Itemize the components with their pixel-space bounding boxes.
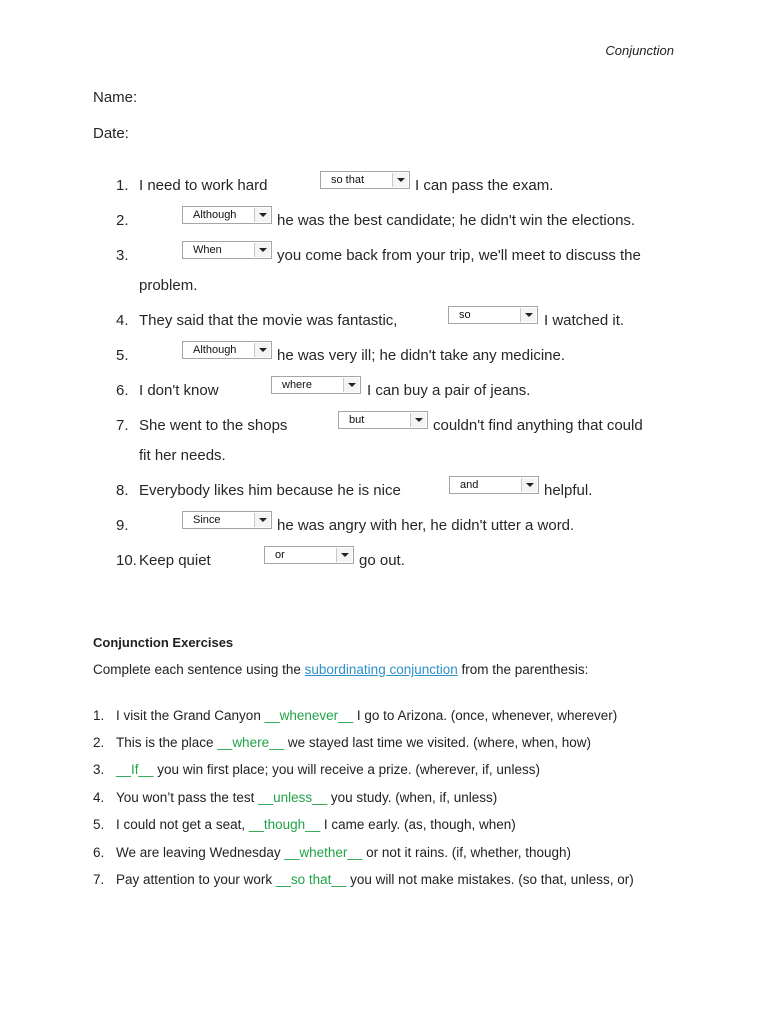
instructions-text-end: from the parenthesis:: [457, 662, 589, 677]
page-header-title: Conjunction: [605, 43, 674, 58]
conjunction-dropdown[interactable]: [264, 546, 354, 564]
item-number: 2.: [116, 212, 129, 229]
sentence-end: I can pass the exam.: [415, 177, 554, 194]
instructions-text-start: Complete each sentence using the: [93, 662, 305, 677]
name-label: Name:: [93, 89, 138, 106]
item-number: 6.: [116, 382, 129, 399]
sentence-end: I can buy a pair of jeans.: [367, 382, 531, 399]
dropdown-value: When: [193, 244, 222, 256]
conjunction-dropdown[interactable]: [271, 376, 361, 394]
item-number: 4.: [93, 790, 105, 805]
dropdown-value: and: [460, 479, 479, 491]
dropdown-value: Although: [193, 344, 237, 356]
item-number: 1.: [116, 177, 129, 194]
conjunction-dropdown[interactable]: [182, 511, 272, 529]
item-number: 8.: [116, 482, 129, 499]
sentence-end: you win first place; you will receive a prize. (wherever, if, unless): [153, 762, 540, 777]
sentence-end: I came early. (as, though, when): [320, 817, 516, 832]
conjunction-dropdown[interactable]: [182, 206, 272, 224]
chevron-down-icon[interactable]: [254, 343, 270, 357]
conjunction-dropdown[interactable]: [448, 306, 538, 324]
sentence-start: I don't know: [139, 382, 219, 399]
section-title: Conjunction Exercises: [93, 635, 234, 650]
sentence-start: Pay attention to your work: [116, 872, 276, 887]
sentence-end: he was angry with her, he didn't utter a word.: [277, 517, 575, 534]
chevron-down-icon[interactable]: [343, 378, 359, 392]
answer-text: __though__: [248, 817, 321, 832]
sentence-end: or not it rains. (if, whether, though): [362, 845, 572, 860]
sentence-start: Keep quiet: [139, 552, 211, 569]
chevron-down-icon[interactable]: [521, 478, 537, 492]
sentence-start: I could not get a seat,: [116, 817, 249, 832]
item-number: 3.: [116, 247, 129, 264]
date-label: Date:: [93, 125, 129, 142]
sentence-end: couldn't find anything that could: [433, 417, 643, 434]
item-number: 5.: [93, 817, 105, 832]
answer-text: __whether__: [284, 845, 363, 860]
dropdown-value: so: [459, 309, 471, 321]
sentence-start: Everybody likes him because he is nice: [139, 482, 401, 499]
conjunction-dropdown[interactable]: [182, 341, 272, 359]
sentence-start: You won’t pass the test: [116, 790, 259, 805]
dropdown-value: but: [349, 414, 365, 426]
dropdown-value: Although: [193, 209, 237, 221]
dropdown-value: where: [282, 379, 312, 391]
list-item: [93, 762, 540, 777]
list-item: [93, 845, 571, 860]
item-number: 6.: [93, 845, 105, 860]
item-number: 7.: [93, 872, 105, 887]
list-item: [93, 790, 497, 805]
item-number: 10.: [116, 552, 137, 569]
sentence-start: She went to the shops: [139, 417, 288, 434]
sentence-end: you study. (when, if, unless): [327, 790, 498, 805]
item-number: 1.: [93, 708, 105, 723]
sentence-continuation: fit her needs.: [139, 447, 226, 464]
sentence-continuation: problem.: [139, 277, 198, 294]
dropdown-value: so that: [331, 174, 365, 186]
conjunction-dropdown[interactable]: [182, 241, 272, 259]
item-number: 3.: [93, 762, 105, 777]
dropdown-value: or: [275, 549, 285, 561]
chevron-down-icon[interactable]: [392, 173, 408, 187]
list-item: [93, 708, 617, 723]
chevron-down-icon[interactable]: [254, 513, 270, 527]
item-number: 4.: [116, 312, 129, 329]
dropdown-value: Since: [193, 514, 221, 526]
sentence-start: We are leaving Wednesday: [116, 845, 285, 860]
conjunction-dropdown[interactable]: [320, 171, 410, 189]
subordinating-conjunction-link[interactable]: subordinating conjunction: [304, 662, 458, 677]
item-number: 9.: [116, 517, 129, 534]
sentence-start: This is the place: [116, 735, 218, 750]
sentence-end: you come back from your trip, we'll meet to discuss the: [277, 247, 641, 264]
chevron-down-icon[interactable]: [336, 548, 352, 562]
sentence-end: go out.: [359, 552, 405, 569]
sentence-end: helpful.: [544, 482, 593, 499]
sentence-end: he was very ill; he didn't take any medicine.: [277, 347, 566, 364]
conjunction-dropdown[interactable]: [338, 411, 428, 429]
sentence-start: They said that the movie was fantastic,: [139, 312, 398, 329]
conjunction-dropdown[interactable]: [449, 476, 539, 494]
list-item: [93, 872, 634, 887]
sentence-end: I go to Arizona. (once, whenever, wherever): [353, 708, 618, 723]
chevron-down-icon[interactable]: [520, 308, 536, 322]
chevron-down-icon[interactable]: [254, 243, 270, 257]
answer-text: __unless__: [258, 790, 328, 805]
list-item: [93, 735, 591, 750]
item-number: 5.: [116, 347, 129, 364]
answer-text: __If__: [116, 762, 154, 777]
answer-text: __whenever__: [264, 708, 354, 723]
answer-text: __so that__: [275, 872, 347, 887]
item-number: 2.: [93, 735, 105, 750]
sentence-end: he was the best candidate; he didn't win the elections.: [277, 212, 636, 229]
chevron-down-icon[interactable]: [254, 208, 270, 222]
answer-text: __where__: [217, 735, 285, 750]
list-item: [93, 817, 516, 832]
sentence-end: I watched it.: [544, 312, 625, 329]
sentence-end: you will not make mistakes. (so that, unless, or): [346, 872, 634, 887]
chevron-down-icon[interactable]: [410, 413, 426, 427]
sentence-end: we stayed last time we visited. (where, when, how): [284, 735, 591, 750]
sentence-start: I visit the Grand Canyon: [116, 708, 265, 723]
item-number: 7.: [116, 417, 129, 434]
sentence-start: I need to work hard: [139, 177, 268, 194]
instructions: [93, 662, 588, 677]
